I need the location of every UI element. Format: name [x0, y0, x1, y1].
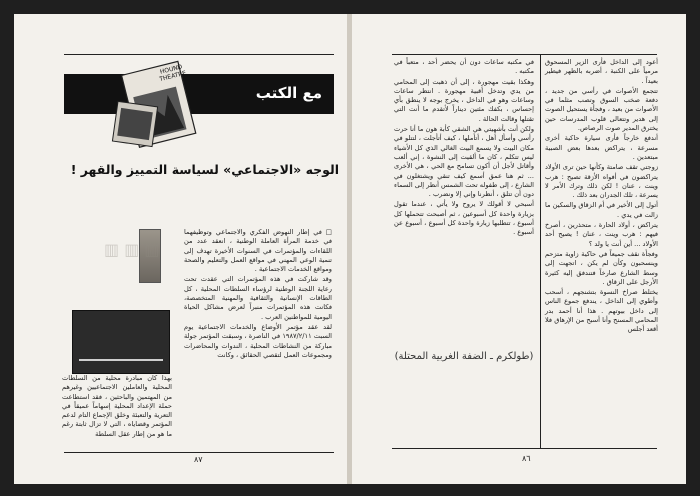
top-rule [392, 54, 657, 55]
left-column-left [62, 374, 172, 440]
paragraph: ولكن أنت بأشهيتي هي الشقي كأبة هون ما أنا حرت رأسي وأسأل أهل ، أتأملها ، كيف أتأجلت ، لتتلو في مكان البيت ولا يسمع البيت الغالي الذي كل الأشياء ليس تتكلم ، كان ما ألقيت إلى النشوة ، إني ألعب وأقاتل لأجل أن أكون تسامح مع الحي ، هي الأخرى ... ثم هنا عمق أسمع كيف تنقي ويشتغلون في الشارع ، إلى طفوله تحت الشمس أنظر إلى السماء دون أن تتلق ، أنظرنا وإني إلا ونضرب . [394, 125, 534, 199]
right-column-right [545, 58, 658, 336]
column-divider [540, 54, 541, 448]
section-title: مع الكتب [255, 84, 322, 102]
page-number: ٨٦ [522, 454, 531, 463]
paragraph: أندفع خارجاً فأرى سيارة حاكية أخرى مسرعة ، يتراكض بعدها بعض الصبية مبتعدين . [545, 134, 658, 161]
article-headline: الوجه «الاجتماعي» لسياسة التمييز والقهر ! [70, 162, 339, 177]
ghost-text: ▥ ▥ ▥ [104, 240, 160, 259]
bottom-rule [392, 448, 657, 449]
book-cover-title: HOUND THEATRE [158, 63, 187, 84]
paragraph: بهذا كان مبادرة محلية من السلطات المحلية والعاملين الاجتماعيين وغيرهم من المهتمين والباحثين ، فقد استطاعت حملة الإعداد المحلية إسهاماً عميقاً في التعرية والتعبئة وخلق الإجماع التام لدعم المؤتمر وقضاياه ، التي لا تزال ثابتة رغم ما هو من إطار عقل السلطة [62, 374, 172, 438]
paragraph: يتراكض ، أولاد الحارة ، متحذرين ، أصرخ فيهم : هرب وينت ، عنان ! يصيح أحد الأولاد ... أين أنت يا ولد ؟ [545, 221, 658, 248]
paragraph: تتجمع الأصوات في رأسي من جديد ، دفعة صخب السوق وتصب مثلما في الأصوات من بعيد ، وفجأة يستحيل الصوت إلى هدير وتتعالى قلوب المدرسات حين يخترق المدير صوت الرصاص. [545, 86, 658, 133]
photo-large [72, 310, 170, 374]
paragraph: وهكذا بقيت مهجورة ، إلى أن ذهبت إلى المحامي من يدي وتدخل أقبية مهجورة . انتظر ساعات وساعات وهو في الداخل ، يخرج بوجه لا ينطق بأي إحساس ، بكفك مئتين ديناراً لأتقدم ما أنت التي تقتلها وقالت الحالة . [394, 77, 534, 123]
paragraph: زوجتي تقف صامتة وكأنها حين ترى الأولاد يتراكضون في أفواه الأزقة تصيح : هرب وينت ، عنان ! لكن ذلك وترك الأمر لا يسرعة ، تلك الجدران بعد ذلك . [545, 163, 658, 200]
left-column-right [184, 228, 332, 361]
paragraph: أعود إلى الداخل فأرى الزير المسحوق مرمياً على الكنبة ، أضربه بالظهر فيطير بعيداً . [545, 58, 658, 85]
bottom-rule [64, 452, 334, 453]
book-illustration [110, 58, 202, 154]
paragraph: وفجأة نقف جميعاً في حاكية زاوية متزحم وينسحبون وكأن لم يكن ، اتجهت إلى وسط الشارع صارخاً فتندفق إليه كثيرة الأرجل على الزقاق . [545, 249, 658, 286]
page-number: ٨٧ [194, 455, 203, 464]
top-rule [64, 54, 334, 55]
paragraph: لقد عقد مؤتمر الأوضاع والخدمات الاجتماعية يوم السبت ١٩٨٧/٢/١١ في الناصرة ، وسبقت المؤتمر جولة مباركة من النشاطات المحلية ، الندوات والمحاضرات ومجموعات العمل لتقصي الحقائق ، وكانت [184, 322, 332, 359]
right-column-left [394, 58, 534, 239]
left-page [14, 14, 347, 484]
paragraph: وقد شاركت في هذه المؤتمرات التي عقدت تحت رعاية اللجنة الوطنية لرؤساء السلطات المحلية ، كل الطاقات الإنسانية والثقافية والمهنية المتخصصة، فكانت هذه المؤتمرات منبراً لعرض مشاكل الحياة اليومية للمواطنين العرب . [184, 275, 332, 321]
paragraph: أسبحي لا أقولك لا يروح ولا يأتي ، عندما تقول بزيارة واحدة كل أسبوعين ، ثم أصبحت تتحملها كل أسبوع ، تتطلبها زيارة واحدة كل أسبوع ، أسبوع عن أسبوع . [394, 200, 534, 237]
location-caption: (طولكرم ـ الضفة الغربية المحتلة) [394, 351, 534, 362]
paragraph: □ في إطار النهوض الفكري والاجتماعي وتوظيفهما في خدمة المرأة العاملة الوطنية ، انعقد عدد من اللقاءات والمؤتمرات في السنوات الأخيرة تهدف إلى تنمية الوعي المهني في مواقع العمل والتعليم والصحة ومواقع الخدمات الاجتماعية . [184, 228, 332, 274]
paragraph: يختلط صراخ النسوة بتشنجهم ، أسحب وأطوي إلى الداخل ، يندفع جموع الناس إلى داخل بيوتهم . هذا أنا أحمد بدر المحامي المسنح وأنا أسبح من الإرهاق فلا أقعد أجلس [545, 288, 658, 334]
right-page [352, 14, 686, 484]
paragraph: في مكتبه ساعات دون أن يحضر أحد ، متعباً في مكتبه . [394, 58, 534, 76]
paragraph: أتول إلى الأخير في أم الزقاق والسكين ما زالت في يدي . [545, 201, 658, 219]
